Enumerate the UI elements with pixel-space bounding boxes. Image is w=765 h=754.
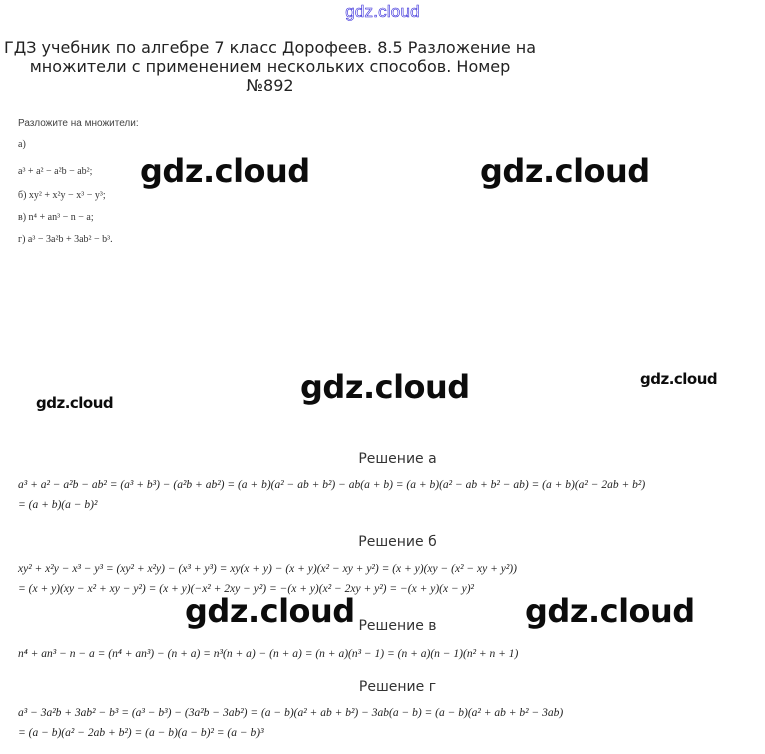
watermark: gdz.cloud [140,152,310,190]
solution-v-heading: Решение в [358,618,437,634]
solution-g-line-2: = (a − b)(a² − 2ab + b²) = (a − b)(a − b)² = (a − b)³ [18,727,264,739]
task-item-g: г) a³ − 3a²b + 3ab² − b³. [18,234,113,245]
task-item-a-label: а) [18,139,26,150]
solution-g-heading: Решение г [358,679,437,695]
watermark: gdz.cloud [300,368,470,406]
solution-b-line-2: = (x + y)(xy − x² + xy − y²) = (x + y)(−x² + 2xy − y²) = −(x + y)(x² − 2xy + y²) = −(x + y)(x − y)² [18,583,474,595]
solution-a-heading: Решение а [358,451,437,467]
solution-b-line-1: xy² + x²y − x³ − y³ = (xy² + x²y) − (x³ + y³) = xy(x + y) − (x + y)(x² − xy + y²) = (x + y)(xy − (x² − xy + y²)) [18,563,517,575]
task-prompt: Разложите на множители: [18,118,139,129]
watermark: gdz.cloud [185,592,355,630]
task-item-a: a³ + a² − a²b − ab²; [18,166,93,177]
watermark: gdz.cloud [640,370,718,388]
title-line-3: №892 [246,76,294,95]
solution-a-line-1: a³ + a² − a²b − ab² = (a³ + b³) − (a²b + ab²) = (a + b)(a² − ab + b²) − ab(a + b) = (a + b)(a² − ab + b² − ab) = (a + b)(a² − 2ab + b²) [18,479,646,491]
site-logo[interactable]: gdz.cloud [345,2,420,21]
title-line-1: ГДЗ учебник по алгебре 7 класс Дорофеев. 8.5 Разложение на [3,38,537,57]
task-item-b: б) xy² + x²y − x³ − y³; [18,190,106,201]
solution-a-line-2: = (a + b)(a − b)² [18,499,98,511]
watermark: gdz.cloud [480,152,650,190]
solution-b-heading: Решение б [358,534,437,550]
page-title [0,38,540,95]
task-item-v: в) n⁴ + an³ − n − a; [18,212,94,223]
title-line-2: множители с применением нескольких способов. Номер [29,57,511,76]
solution-g-line-1: a³ − 3a²b + 3ab² − b³ = (a³ − b³) − (3a²b − 3ab²) = (a − b)(a² + ab + b²) − 3ab(a − b) = (a − b)(a² + ab + b² − 3ab) [18,707,564,719]
watermark: gdz.cloud [525,592,695,630]
solution-v-line-1: n⁴ + an³ − n − a = (n⁴ + an³) − (n + a) = n³(n + a) − (n + a) = (n + a)(n³ − 1) = (n + a)(n − 1)(n² + n + 1) [18,648,519,660]
watermark: gdz.cloud [36,394,114,412]
